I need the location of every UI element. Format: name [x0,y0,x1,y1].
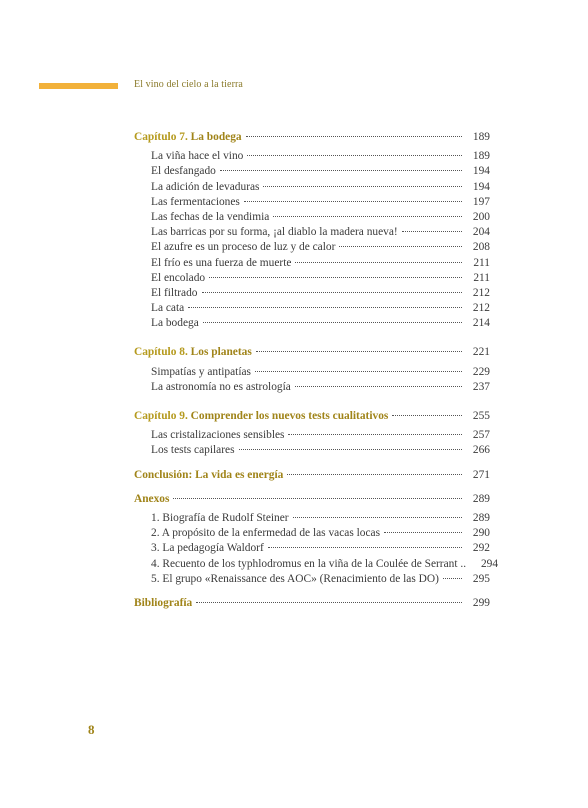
page-number: 212 [472,286,490,299]
dot-leader [246,136,462,137]
entry-title: 1. Biografía de Rudolf Steiner [151,511,289,524]
page-number: 189 [472,131,490,143]
dot-leader [295,386,462,387]
toc-entry[interactable] [134,526,490,541]
dot-leader [256,351,462,352]
page-number: 214 [472,317,490,330]
dot-leader [384,532,462,533]
entry-title: El azufre es un proceso de luz y de calor [151,241,336,254]
page-number: 212 [472,302,490,315]
dot-leader [239,449,462,450]
page-number: 189 [472,150,490,163]
toc-chapter-8[interactable] [134,345,490,360]
toc-entry[interactable] [134,443,490,458]
entry-title: La cata [151,302,185,315]
page-number: 292 [472,542,490,555]
page-number: 208 [472,241,490,254]
entry-title: 3. La pedagogía Waldorf [151,542,264,555]
toc-entry[interactable] [134,557,499,572]
dot-leader [202,292,463,293]
page-number: 294 [480,557,499,570]
dot-leader [392,415,462,416]
entry-title: 5. El grupo «Renaissance des AOC» (Renacimiento de las DO) [151,572,439,585]
toc-anexos[interactable] [134,492,490,507]
dot-leader [288,434,462,435]
toc-entry[interactable] [134,380,490,395]
chapter-title: Los planetas [190,346,252,359]
dot-leader [263,186,462,187]
page-number: 237 [472,380,490,393]
toc-entry[interactable] [134,149,490,164]
page-number: 289 [472,492,490,505]
page-number: 295 [472,572,490,585]
toc-entry[interactable] [134,225,490,240]
page-number: 257 [472,429,490,442]
toc-entry[interactable] [134,195,490,210]
dot-leader [295,262,462,263]
entry-title: 4. Recuento de los typhlodromus en la viña de la Coulée de Serrant .. [151,557,467,570]
header-accent-bar [39,83,118,89]
toc-entry[interactable] [134,316,490,331]
entry-title: El encolado [151,271,206,284]
dot-leader [339,246,462,247]
section-title: Anexos [134,492,170,505]
toc-bibliografia[interactable] [134,596,490,611]
dot-leader [220,170,462,171]
toc-entry[interactable] [134,541,490,556]
page-number: 200 [472,210,490,223]
dot-leader [293,517,462,518]
toc-chapter-7[interactable] [134,130,490,145]
entry-title: Las fermentaciones [151,195,240,208]
toc-entry[interactable] [134,365,490,380]
page-number: 271 [472,468,490,481]
dot-leader [173,498,462,499]
toc-entry[interactable] [134,301,490,316]
toc-entry[interactable] [134,572,490,587]
chapter-label: Capítulo 9. [134,410,188,422]
dot-leader [209,277,462,278]
section-title: Bibliografía [134,596,193,609]
page-number: 204 [472,226,490,239]
dot-leader [188,307,462,308]
entry-title: Simpatías y antipatías [151,365,251,378]
dot-leader [443,578,462,579]
dot-leader [287,474,462,475]
chapter-title: Comprender los nuevos tests cualitativos [190,410,389,422]
chapter-label: Capítulo 8. [134,346,188,359]
entry-title: La astronomía no es astrología [151,380,291,393]
toc-chapter-9[interactable] [134,409,490,424]
entry-title: El desfangado [151,165,216,178]
page-number: 289 [472,511,490,524]
toc-entry[interactable] [134,428,490,443]
page-number: 255 [472,410,490,422]
entry-title: La adición de levaduras [151,180,260,193]
toc-entry[interactable] [134,210,490,225]
page-number: 266 [472,444,490,457]
toc-entry[interactable] [134,240,490,255]
page-number: 221 [472,346,490,359]
page-number: 194 [472,165,490,178]
toc-conclusion[interactable] [134,468,490,483]
entry-title: Los tests capilares [151,444,235,457]
page-number: 197 [472,195,490,208]
page-number: 299 [472,596,490,609]
dot-leader [255,371,462,372]
entry-title: 2. A propósito de la enfermedad de las vacas locas [151,527,381,540]
table-of-contents [134,130,499,611]
dot-leader [268,547,462,548]
entry-title: Las cristalizaciones sensibles [151,429,285,442]
running-head: El vino del cielo a la tierra [134,79,243,90]
page-number: 290 [472,527,490,540]
dot-leader [247,155,462,156]
page-number: 229 [472,365,490,378]
dot-leader [196,602,462,603]
entry-title: Las barricas por su forma, ¡al diablo la madera nueva! [151,226,398,239]
page-number: 211 [473,256,490,269]
dot-leader [402,231,462,232]
section-title: Conclusión: La vida es energía [134,468,284,481]
entry-title: El filtrado [151,286,198,299]
toc-entry[interactable] [134,271,490,286]
dot-leader [273,216,462,217]
toc-entry[interactable] [134,511,490,526]
chapter-label: Capítulo 7. [134,131,188,143]
dot-leader [244,201,462,202]
toc-entry[interactable] [134,180,490,195]
chapter-title: La bodega [190,131,242,143]
entry-title: La viña hace el vino [151,150,244,163]
toc-entry[interactable] [134,164,490,179]
toc-entry[interactable] [134,286,490,301]
page-number: 194 [472,180,490,193]
entry-title: Las fechas de la vendimia [151,210,270,223]
dot-leader [203,322,462,323]
toc-entry[interactable] [134,256,490,271]
entry-title: El frío es una fuerza de muerte [151,256,292,269]
folio-page-number: 8 [88,722,95,737]
entry-title: La bodega [151,317,199,330]
page-number: 211 [473,271,490,284]
